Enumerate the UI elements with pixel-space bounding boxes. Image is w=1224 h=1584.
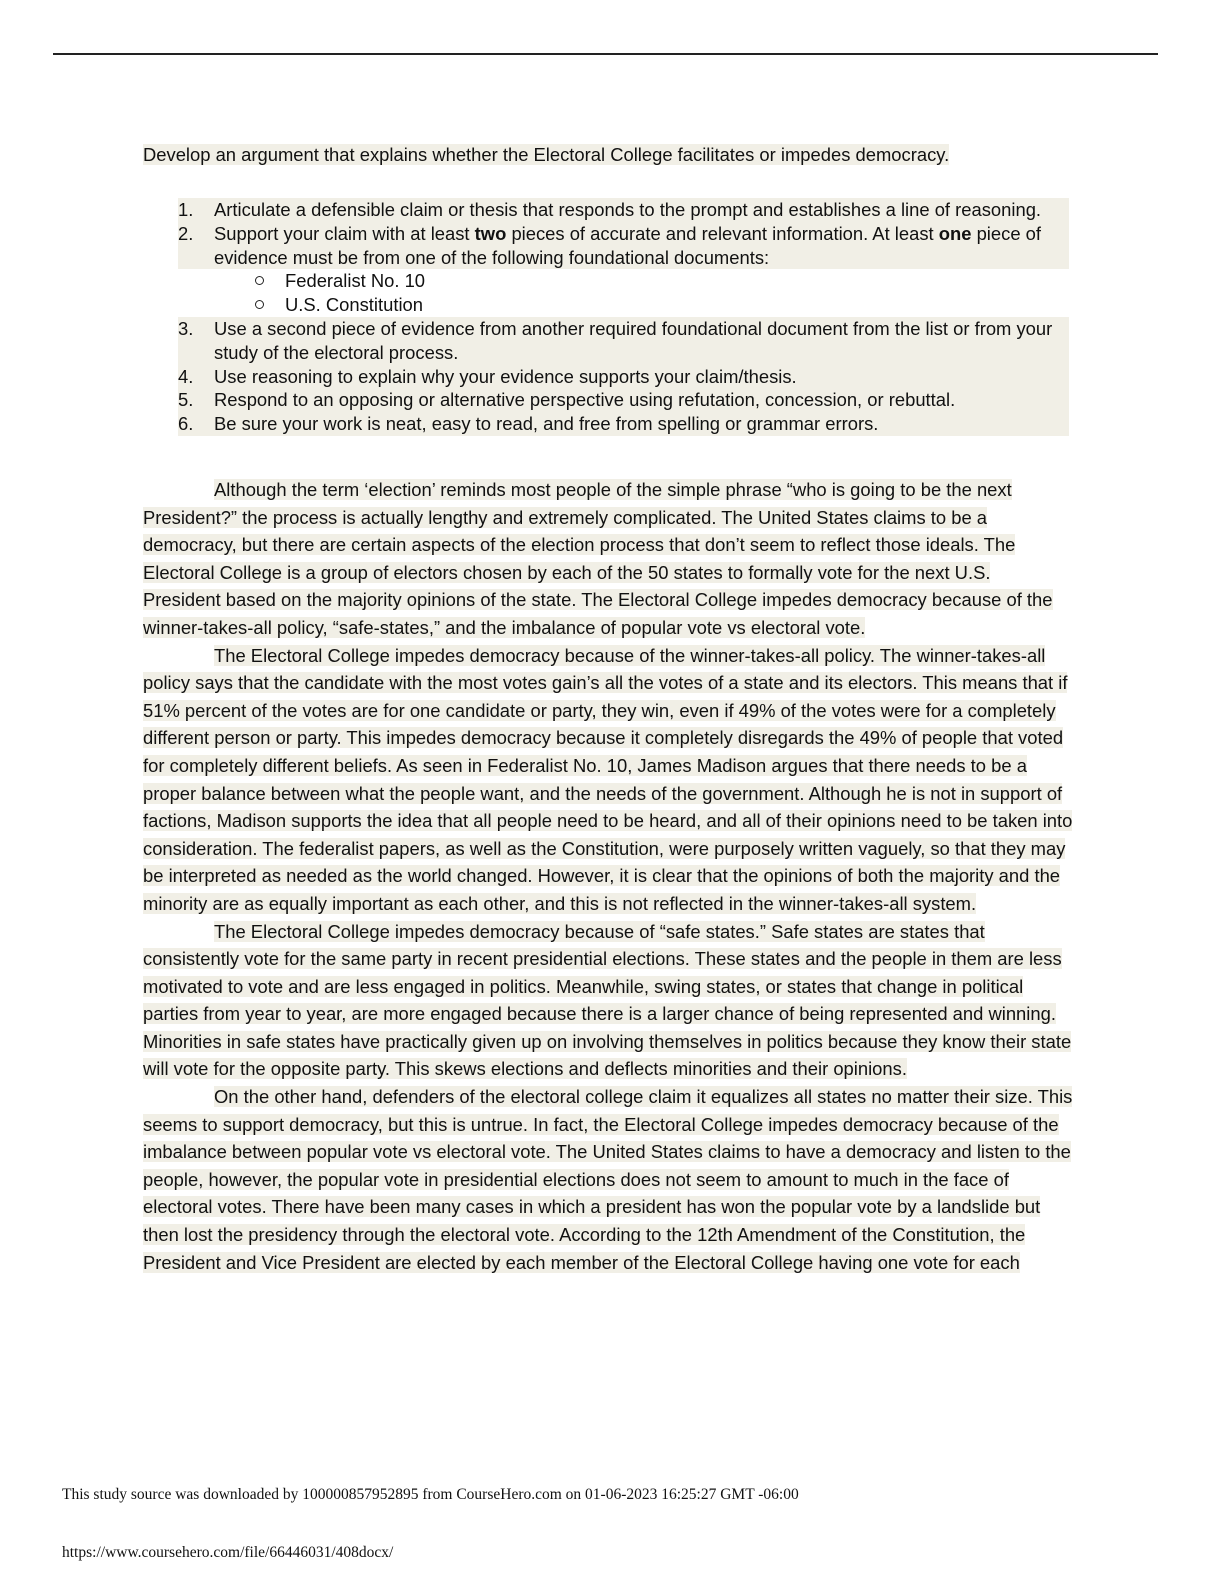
- text-segment: Support your claim with at least: [214, 222, 475, 244]
- list-number: 4.: [178, 365, 194, 387]
- paragraph-text: The Electoral College impedes democracy because of the winner-takes-all policy. The winner-takes-all policy says that the candidate with the most votes gain’s all the votes of a state and its electors. This means that if 51% percent of the votes are for one candidate or party, they win, even if 49% of the votes were for a completely different person or party. This impedes democracy because it completely disregards the 49% of people that voted for completely different beliefs. As seen in Federalist No. 10, James Madison argues that there needs to be a proper balance between what the people want, and the needs of the government. Although he is not in support of factions, Madison supports the idea that all people need to be heard, and all of their opinions need to be taken into consideration. The federalist papers, as well as the Constitution, were purposely written vaguely, so that they may be interpreted as needed as the world changed. However, it is clear that the opinions of both the majority and the minority are as equally important as each other, and this is not reflected in the winner-takes-all system.: [143, 644, 1073, 914]
- list-item: [178, 222, 1069, 270]
- bold-text: one: [938, 222, 972, 244]
- list-item-text: [214, 223, 1041, 268]
- essay-paragraph: [143, 1083, 1073, 1276]
- essay-body: [143, 476, 1073, 1276]
- list-number: 6.: [178, 413, 194, 435]
- list-item: [178, 198, 1069, 222]
- top-rule: [53, 53, 1158, 55]
- essay-paragraph: [143, 476, 1073, 642]
- essay-paragraph: [143, 918, 1073, 1084]
- list-item-text: Respond to an opposing or alternative perspective using refutation, concession, or rebuttal.: [214, 389, 956, 411]
- document-name: Federalist No. 10: [285, 270, 426, 292]
- source-url[interactable]: https://www.coursehero.com/file/66446031/408docx/: [62, 1544, 394, 1561]
- download-notice: This study source was downloaded by 100000857952895 from CourseHero.com on 01-06-2023 16:25:27 GMT -06:00: [62, 1486, 799, 1503]
- prompt-title: [143, 143, 1073, 167]
- list-number: 3.: [178, 317, 194, 339]
- list-item: [178, 317, 1069, 365]
- paragraph-text: Although the term ‘election’ reminds most people of the simple phrase “who is going to be the next President?” the process is actually lengthy and extremely complicated. The United States claims to be a democracy, but there are certain aspects of the election process that don’t seem to reflect those ideals. The Electoral College is a group of electors chosen by each of the 50 states to formally vote for the next U.S. President based on the majority opinions of the state. The Electoral College impedes democracy because of the winner-takes-all policy, “safe-states,” and the imbalance of popular vote vs electoral vote.: [143, 479, 1053, 638]
- paragraph-text: On the other hand, defenders of the electoral college claim it equalizes all states no matter their size. This seems to support democracy, but this is untrue. In fact, the Electoral College impedes democracy because of the imbalance between popular vote vs electoral vote. The United States claims to have a democracy and listen to the people, however, the popular vote in presidential elections does not seem to amount to much in the face of electoral votes. There have been many cases in which a president has won the popular vote by a landslide but then lost the presidency through the electoral vote. According to the 12th Amendment of the Constitution, the President and Vice President are elected by each member of the Electoral College having one vote for each: [143, 1086, 1073, 1273]
- text-segment: pieces of accurate and relevant information. At least: [506, 222, 939, 244]
- list-item-text: Use a second piece of evidence from another required foundational document from the list or from your study of the electoral process.: [214, 317, 1053, 363]
- requirements-list: [178, 198, 1069, 436]
- prompt-title-text: Develop an argument that explains whether the Electoral College facilitates or impedes democracy.: [143, 144, 950, 165]
- list-item: [178, 365, 1069, 389]
- list-number: 1.: [178, 199, 194, 220]
- paragraph-text: The Electoral College impedes democracy because of “safe states.” Safe states are states that consistently vote for the same party in recent presidential elections. These states and the people in them are less motivated to vote and are less engaged in politics. Meanwhile, swing states, or states that change in political parties from year to year, are more engaged because there is a larger chance of being represented and winning. Minorities in safe states have practically given up on involving themselves in politics because they know their state will vote for the opposite party. This skews elections and deflects minorities and their opinions.: [143, 920, 1072, 1080]
- list-item-text: Articulate a defensible claim or thesis that responds to the prompt and establishes a line of reasoning.: [214, 199, 1042, 220]
- essay-paragraph: [143, 642, 1073, 918]
- documents-list: [178, 269, 1069, 317]
- list-item: [178, 388, 1069, 412]
- text-segment: piece of evidence must be from one of the following foundational documents:: [214, 222, 1041, 268]
- list-item: [178, 293, 1069, 317]
- sub-list-container: [178, 269, 1069, 317]
- list-item-text: Use reasoning to explain why your evidence supports your claim/thesis.: [214, 365, 797, 387]
- list-item: [178, 412, 1069, 436]
- list-item-text: Be sure your work is neat, easy to read, and free from spelling or grammar errors.: [214, 413, 879, 435]
- bold-text: two: [474, 222, 507, 244]
- list-number: 2.: [178, 222, 194, 244]
- list-item: [178, 269, 1069, 293]
- list-number: 5.: [178, 389, 194, 411]
- document-name: U.S. Constitution: [285, 294, 423, 316]
